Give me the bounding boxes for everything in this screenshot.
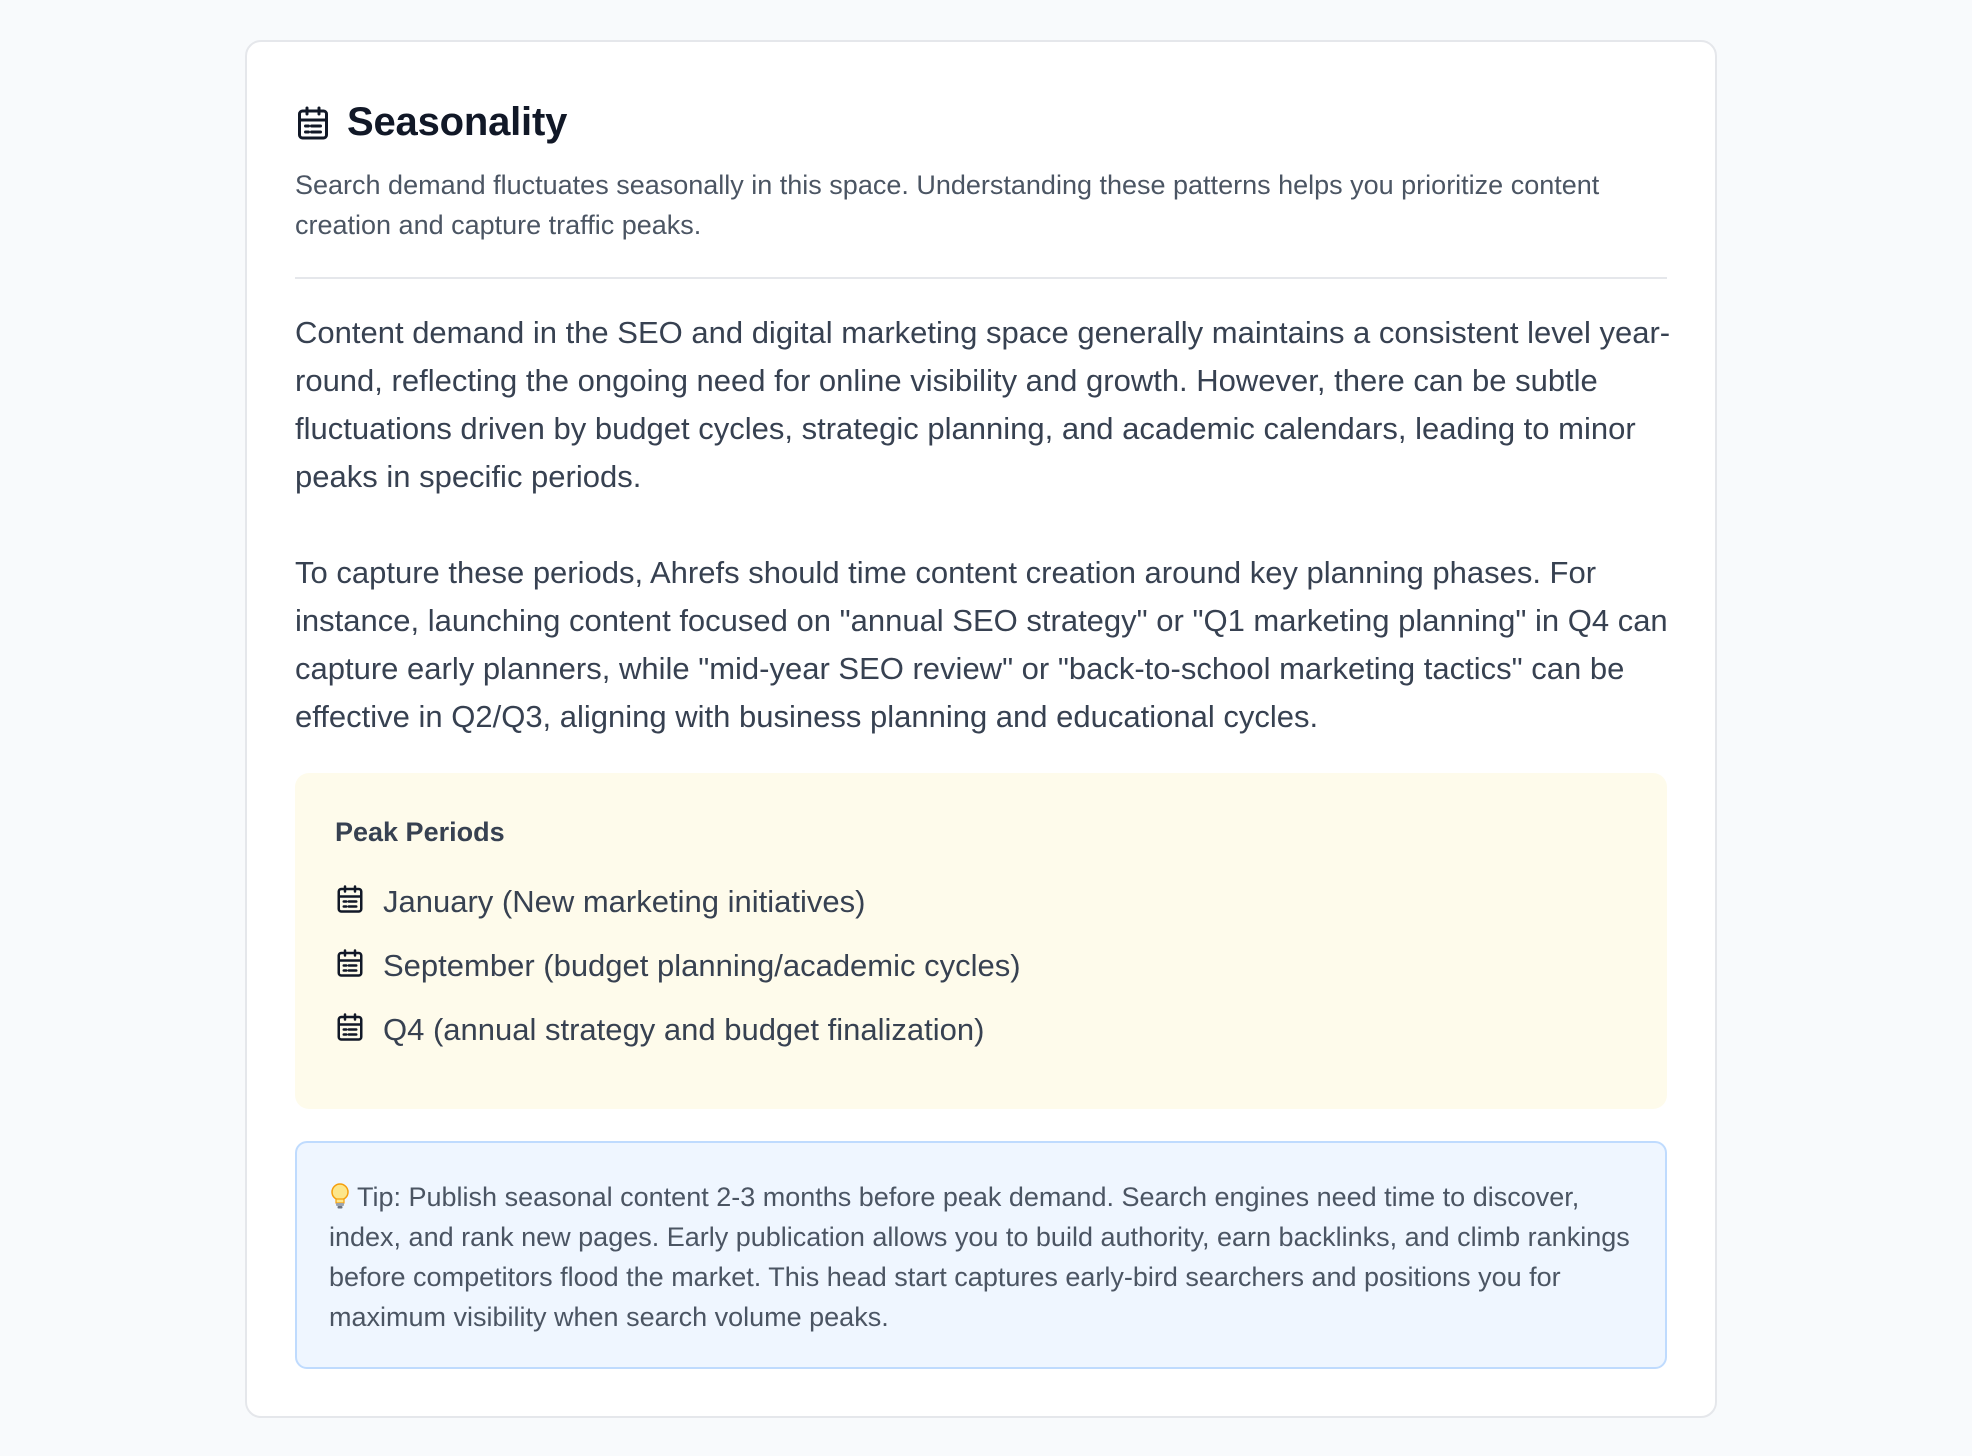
tip-text: Tip: Publish seasonal content 2-3 months before peak demand. Search engines need time to discover, index, and rank new pages. Early publication allows you to build authority, earn backlinks, and climb rankings before competitors flood the market. This head start captures early-bird searchers and positions you for maximum visibility when search volume peaks. <box>329 1182 1630 1332</box>
calendar-icon <box>295 104 331 142</box>
section-subtitle: Search demand fluctuates seasonally in this space. Understanding these patterns helps you prioritize content creation and capture traffic peaks. <box>295 170 1600 240</box>
body-paragraph: To capture these periods, Ahrefs should time content creation around key planning phases. For instance, launching content focused on "annual SEO strategy" or "Q1 marketing planning" in Q4 can capture early planners, while "mid-year SEO review" or "back-to-school marketing tactics" can be effective in Q2/Q3, aligning with business planning and educational cycles. <box>295 555 1668 734</box>
peak-period-item <box>335 934 1627 998</box>
body-paragraph: Content demand in the SEO and digital marketing space generally maintains a consistent level year-round, reflecting the ongoing need for online visibility and growth. However, there can be subtle fluctuations driven by budget cycles, strategic planning, and academic calendars, leading to minor peaks in specific periods. <box>295 315 1671 494</box>
divider <box>295 277 1667 279</box>
peak-period-item <box>335 870 1627 934</box>
peak-period-item <box>335 998 1627 1062</box>
peak-periods-list <box>335 870 1627 1062</box>
body-text <box>295 309 1675 741</box>
seasonality-card <box>245 40 1717 1418</box>
peak-period-label: September (budget planning/academic cycles) <box>383 948 1021 983</box>
peak-period-label: Q4 (annual strategy and budget finalization) <box>383 1012 985 1047</box>
lightbulb-icon <box>329 1181 351 1209</box>
peak-periods-title: Peak Periods <box>335 817 505 847</box>
section-title: Seasonality <box>347 100 568 144</box>
peak-period-label: January (New marketing initiatives) <box>383 884 866 919</box>
section-header <box>295 100 1667 145</box>
calendar-icon <box>335 883 365 915</box>
calendar-icon <box>335 947 365 979</box>
tip-box <box>295 1141 1667 1369</box>
peak-periods-panel <box>295 773 1667 1109</box>
calendar-icon <box>335 1011 365 1043</box>
